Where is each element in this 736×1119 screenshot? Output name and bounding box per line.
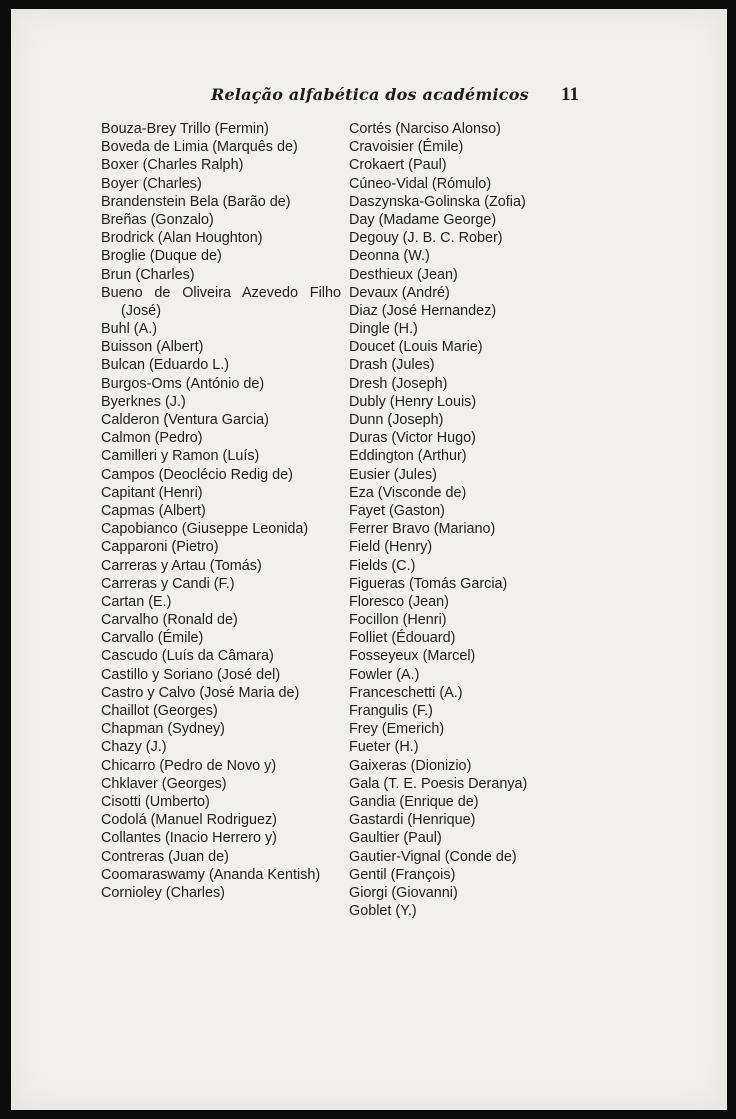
right-academic-entry: Devaux (André) — [349, 284, 450, 301]
right-academic-entry: Eusier (Jules) — [349, 466, 437, 483]
right-academic-entry: Gandia (Enrique de) — [349, 793, 479, 810]
right-academic-entry: Eddington (Arthur) — [349, 448, 467, 465]
running-header — [11, 75, 727, 109]
right-academic-entry: Folliet (Édouard) — [349, 630, 456, 647]
book-page — [11, 9, 727, 1110]
right-academic-entry: Eza (Visconde de) — [349, 484, 467, 501]
right-academic-entry: Day (Madame George) — [349, 211, 497, 228]
left-academic-entry: Breñas (Gonzalo) — [101, 211, 214, 228]
left-academic-entry: Carvallo (Émile) — [101, 630, 204, 647]
left-academic-entry: Capmas (Albert) — [101, 502, 206, 519]
left-academic-entry: Boxer (Charles Ralph) — [101, 157, 244, 174]
left-academic-entry: Boveda de Limia (Marquês de) — [101, 139, 298, 156]
left-academic-entry: Chicarro (Pedro de Novo y) — [101, 757, 277, 774]
right-academic-entry: Gala (T. E. Poesis Deranya) — [349, 775, 528, 792]
right-academic-entry: Gastardi (Henrique) — [349, 812, 476, 829]
right-column-list — [349, 120, 629, 920]
right-academic-entry: Cortés (Narciso Alonso) — [349, 121, 501, 137]
left-academic-entry: Calmon (Pedro) — [101, 430, 203, 447]
left-academic-entry: Brodrick (Alan Houghton) — [101, 230, 263, 247]
right-academic-entry: Fowler (A.) — [349, 666, 420, 683]
right-academic-entry: Dingle (H.) — [349, 321, 418, 338]
left-academic-entry: Chazy (J.) — [101, 739, 167, 756]
page-number: 11 — [561, 84, 579, 105]
right-academic-entry: Focillon (Henri) — [349, 612, 447, 629]
right-academic-entry: Giorgi (Giovanni) — [349, 884, 458, 901]
right-academic-entry: Drash (Jules) — [349, 357, 435, 374]
left-academic-entry: Broglie (Duque de) — [101, 248, 222, 265]
right-academic-entry: Gaultier (Paul) — [349, 830, 442, 847]
left-academic-entry: Calderon (Ventura Garcia) — [101, 412, 269, 429]
right-academic-entry: Diaz (José Hernandez) — [349, 302, 497, 319]
right-academic-entry: Deonna (W.) — [349, 248, 430, 265]
left-academic-entry: Coomaraswamy (Ananda Kentish) — [101, 866, 321, 883]
left-academic-entry: Brun (Charles) — [101, 266, 195, 283]
left-academic-entry: Collantes (Inacio Herrero y) — [101, 830, 277, 847]
right-academic-entry: Ferrer Bravo (Mariano) — [349, 521, 496, 538]
left-academic-entry: Capobianco (Giuseppe Leonida) — [101, 521, 309, 538]
left-column-list — [101, 120, 341, 902]
right-academic-entry: Gaixeras (Dionizio) — [349, 757, 472, 774]
left-academic-entry: Brandenstein Bela (Barão de) — [101, 193, 291, 210]
right-academic-entry: Floresco (Jean) — [349, 593, 449, 610]
right-academic-entry: Fayet (Gaston) — [349, 502, 445, 519]
right-academic-entry: Fueter (H.) — [349, 739, 419, 756]
right-academic-entry: Dunn (Joseph) — [349, 412, 444, 428]
right-academic-entry: Cúneo-Vidal (Rómulo) — [349, 175, 492, 192]
left-academic-entry: Cornioley (Charles) — [101, 884, 225, 901]
left-academic-entry: Buisson (Albert) — [101, 339, 204, 356]
right-academic-entry: Crokaert (Paul) — [349, 157, 447, 174]
left-academic-entry: Capparoni (Pietro) — [101, 539, 219, 556]
right-academic-entry: Cravoisier (Émile) — [349, 139, 464, 156]
left-academic-entry: Cartan (E.) — [101, 593, 172, 610]
right-academic-entry: Doucet (Louis Marie) — [349, 339, 483, 356]
left-academic-entry: Chaillot (Georges) — [101, 703, 218, 720]
right-academic-entry: Fields (C.) — [349, 557, 416, 574]
right-academic-entry: Degouy (J. B. C. Rober) — [349, 230, 503, 247]
left-academic-entry: Contreras (Juan de) — [101, 848, 229, 865]
right-academic-entry: Desthieux (Jean) — [349, 266, 458, 283]
left-academic-entry: Bueno de Oliveira Azevedo Filho (José) — [101, 284, 341, 319]
left-academic-entry: Camilleri y Ramon (Luís) — [101, 448, 260, 465]
left-academic-entry: Chklaver (Georges) — [101, 775, 227, 792]
right-academic-entry: Goblet (Y.) — [349, 903, 417, 920]
right-academic-entry: Franceschetti (A.) — [349, 684, 463, 701]
left-academic-entry: Cascudo (Luís da Câmara) — [101, 648, 274, 665]
right-academic-entry: Gautier-Vignal (Conde de) — [349, 848, 517, 865]
left-academic-entry: Boyer (Charles) — [101, 175, 202, 192]
left-academic-entry: Castro y Calvo (José Maria de) — [101, 684, 300, 701]
left-academic-entry: Castillo y Soriano (José del) — [101, 666, 281, 683]
right-academic-entry: Duras (Victor Hugo) — [349, 430, 476, 447]
left-academic-entry: Bulcan (Eduardo L.) — [101, 357, 229, 374]
right-academic-entry: Dresh (Joseph) — [349, 375, 448, 392]
left-academic-entry: Codolá (Manuel Rodriguez) — [101, 812, 277, 829]
right-academic-entry: Fosseyeux (Marcel) — [349, 648, 476, 665]
left-academic-entry: Bouza-Brey Trillo (Fermin) — [101, 121, 269, 137]
left-academic-entry: Carreras y Artau (Tomás) — [101, 557, 262, 574]
right-academic-entry: Frey (Emerich) — [349, 721, 445, 738]
right-academic-entry: Figueras (Tomás Garcia) — [349, 575, 508, 592]
left-academic-entry: Burgos-Oms (António de) — [101, 375, 265, 392]
left-academic-entry: Capitant (Henri) — [101, 484, 203, 501]
left-academic-entry: Carreras y Candi (F.) — [101, 575, 235, 592]
left-academic-entry: Buhl (A.) — [101, 321, 157, 338]
left-academic-entry: Byerknes (J.) — [101, 393, 186, 410]
left-academic-entry: Carvalho (Ronald de) — [101, 612, 238, 629]
left-academic-entry: Chapman (Sydney) — [101, 721, 225, 738]
right-academic-entry: Frangulis (F.) — [349, 703, 433, 719]
right-academic-entry: Daszynska-Golinska (Zofia) — [349, 193, 526, 210]
left-academic-entry: Campos (Deoclécio Redig de) — [101, 466, 293, 483]
right-academic-entry: Field (Henry) — [349, 539, 433, 556]
left-academic-entry: Cisotti (Umberto) — [101, 793, 210, 810]
right-academic-entry: Dubly (Henry Louis) — [349, 393, 477, 410]
right-academic-entry: Gentil (François) — [349, 866, 456, 883]
page-title: Relação alfabética dos académicos — [211, 85, 529, 104]
